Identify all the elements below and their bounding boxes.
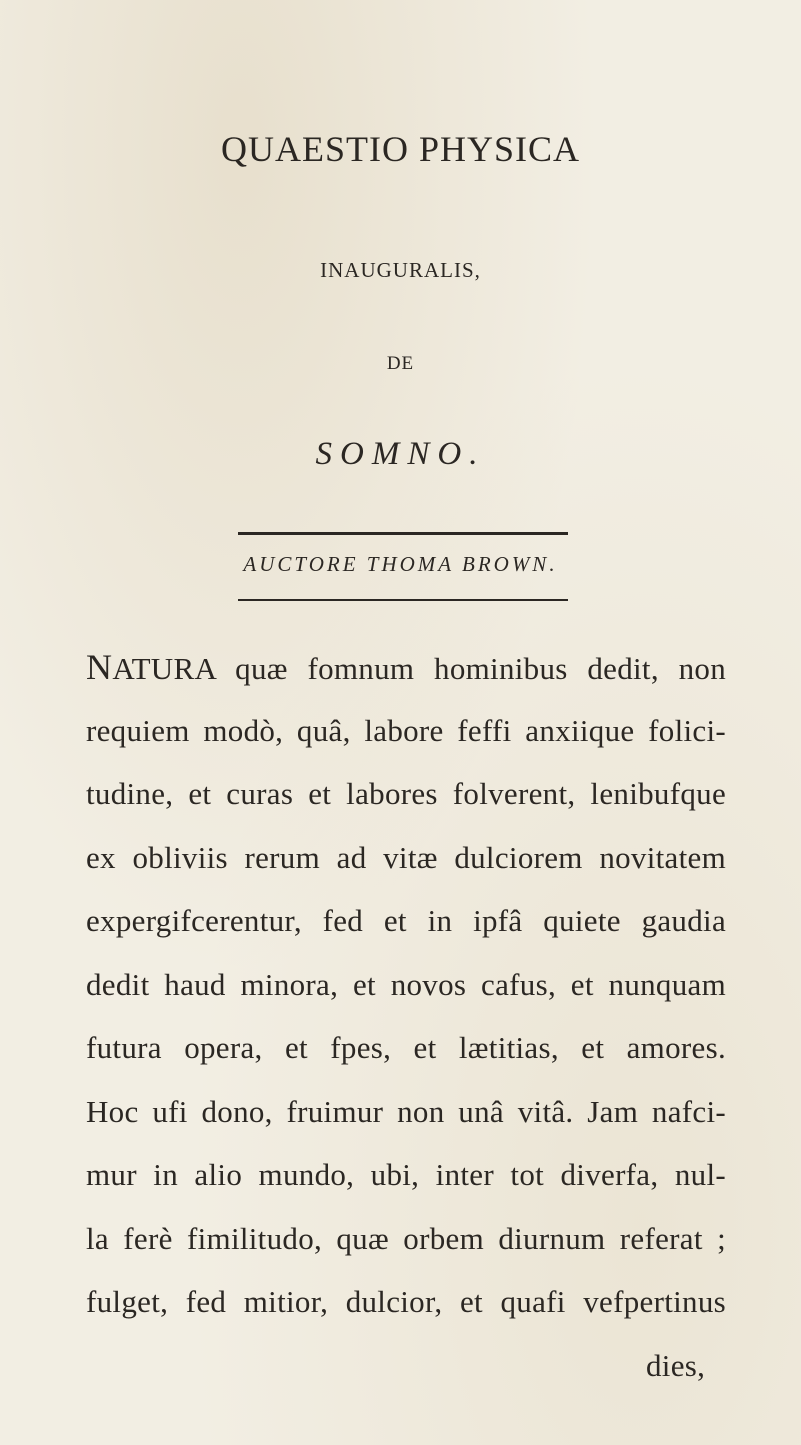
text-line: la ferè fimilitudo, quæ orbem diurnum referat ; [86,1221,726,1256]
bottom-rule [238,599,568,601]
text-line: futura opera, et fpes, et lætitias, et amores. [86,1030,726,1065]
text-line [86,635,726,687]
dropcap: N [86,647,113,687]
top-rule [238,532,568,535]
text-line: tudine, et curas et labores folverent, lenibufque [86,776,726,811]
text-line: fulget, fed mitior, dulcior, et quafi vefpertinus [86,1284,726,1319]
text-line: Hoc ufi dono, fruimur non unâ vitâ. Jam nafci- [86,1094,726,1129]
text-line: requiem modò, quâ, labore feffi anxiique folici- [86,713,726,748]
author-line: AUCTORE THOMA BROWN. [243,552,558,576]
catchword: dies, [646,1348,706,1383]
text-line: mur in alio mundo, ubi, inter tot diverfa, nul- [86,1157,726,1192]
topic-heading: SOMNO. [315,436,486,472]
text-line: ex obliviis rerum ad vitæ dulciorem novitatem [86,840,726,875]
subtitle: INAUGURALIS, [320,258,481,282]
preposition: DE [386,353,415,374]
text-line: expergifcerentur, fed et in ipfâ quiete gaudia [86,903,726,938]
page-title: QUAESTIO PHYSICA [220,129,581,169]
text-line: dedit haud minora, et novos cafus, et nunquam [86,967,726,1002]
text-line-rest: ATURA quæ fomnum hominibus dedit, non [112,651,726,686]
